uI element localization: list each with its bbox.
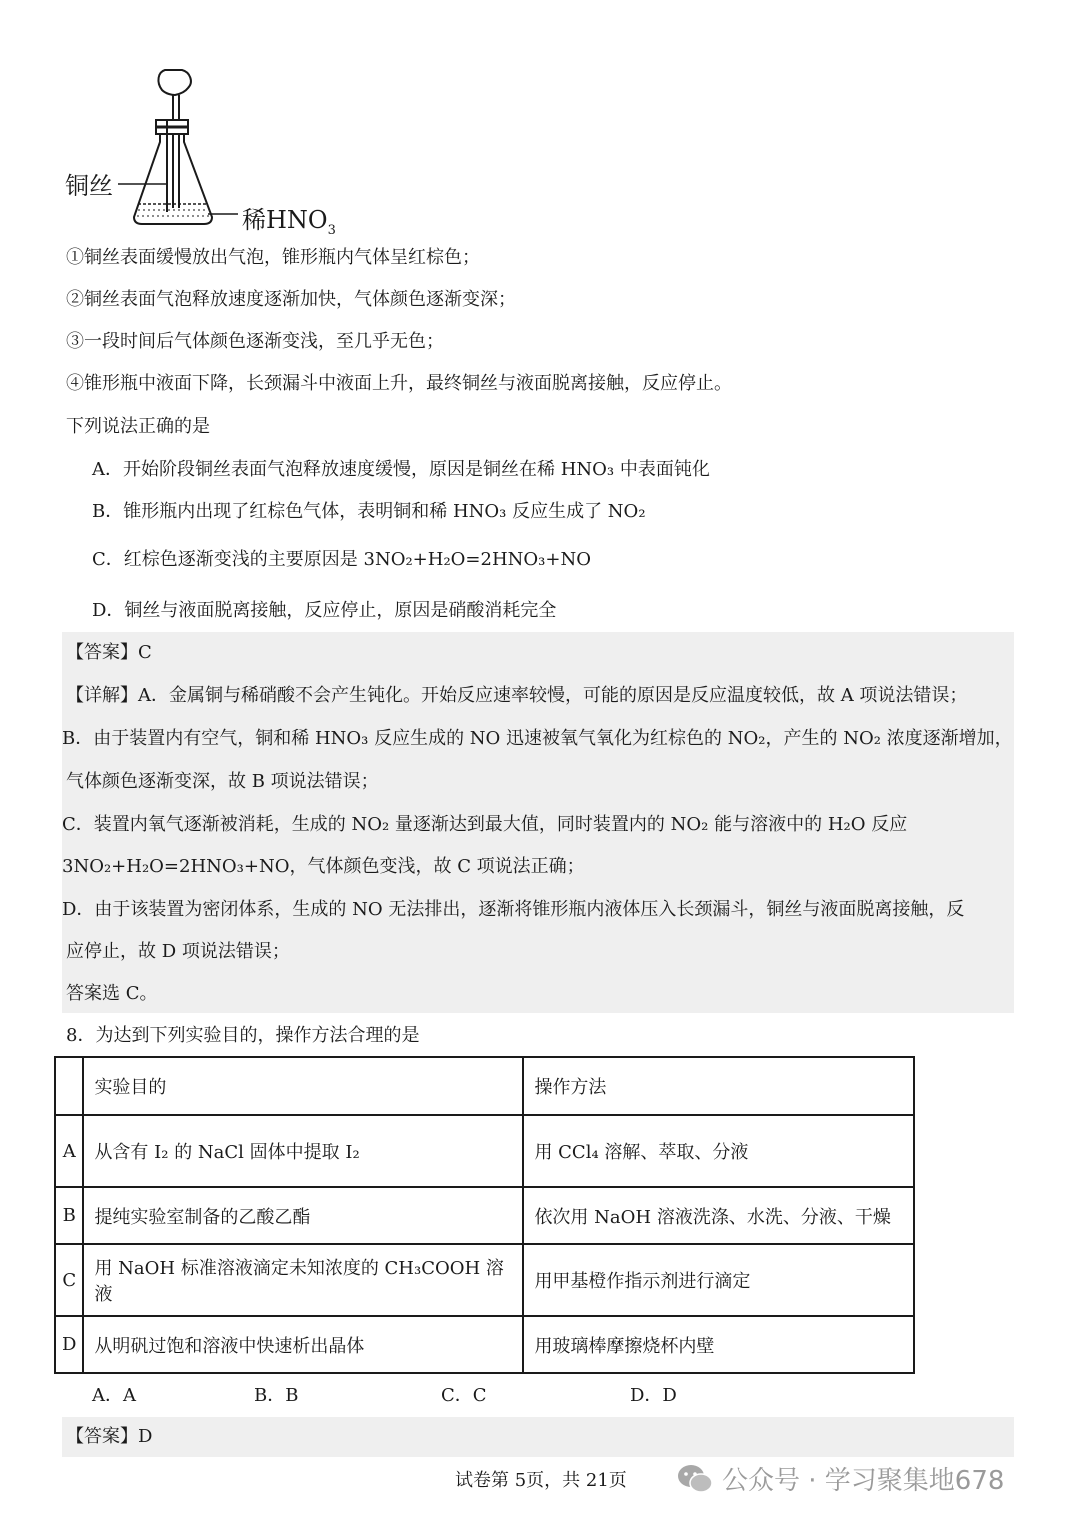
- q7-answer-block: [62, 632, 1014, 1013]
- table-header-cell: 实验目的: [83, 1057, 523, 1115]
- question8-prompt: 8．为达到下列实验目的，操作方法合理的是: [66, 1025, 420, 1046]
- q7-answer: 【答案】C: [66, 642, 152, 663]
- watermark: [676, 1460, 1004, 1497]
- q8-option-c: C．C: [441, 1385, 487, 1406]
- table-header-cell: [55, 1057, 83, 1115]
- explanation-line: 气体颜色逐渐变深，故 B 项说法错误；: [66, 771, 379, 792]
- q7-option-d: D．铜丝与液面脱离接触，反应停止，原因是硝酸消耗完全: [92, 600, 557, 621]
- table-cell: D: [55, 1316, 83, 1373]
- explanation-line: C．装置内氧气逐渐被消耗，生成的 NO₂ 量逐渐达到最大值，同时装置内的 NO₂ 能与溶液中的 H₂O 反应: [62, 814, 908, 835]
- observation-2: ②铜丝表面气泡释放速度逐渐加快，气体颜色逐渐变深；: [66, 289, 516, 310]
- table-cell: C: [55, 1244, 83, 1316]
- explanation-line: 应停止，故 D 项说法错误；: [66, 941, 290, 962]
- q8-answer: 【答案】D: [66, 1426, 153, 1447]
- table-cell: 依次用 NaOH 溶液洗涤、水洗、分液、干燥: [523, 1187, 914, 1244]
- explanation-line: 3NO₂+H₂O=2HNO₃+NO，气体颜色变浅，故 C 项说法正确；: [62, 856, 585, 877]
- q8-option-d: D．D: [630, 1385, 677, 1406]
- table-cell: A: [55, 1115, 83, 1187]
- observation-1: ①铜丝表面缓慢放出气泡，锥形瓶内气体呈红棕色；: [66, 247, 480, 268]
- table-cell: 提纯实验室制备的乙酸乙酯: [83, 1187, 523, 1244]
- table-row: [55, 1187, 914, 1244]
- table-row: [55, 1316, 914, 1373]
- q8-answer-block: [62, 1417, 1014, 1457]
- table-cell: 用 NaOH 标准溶液滴定未知浓度的 CH₃COOH 溶液: [83, 1244, 523, 1316]
- q8-option-b: B．B: [254, 1385, 299, 1406]
- q8-option-a: A．A: [92, 1385, 136, 1406]
- table-header-row: [55, 1057, 914, 1115]
- table-header-cell: 操作方法: [523, 1057, 914, 1115]
- observation-4: ④锥形瓶中液面下降，长颈漏斗中液面上升，最终铜丝与液面脱离接触，反应停止。: [66, 373, 732, 394]
- q7-option-a: A．开始阶段铜丝表面气泡释放速度缓慢，原因是铜丝在稀 HNO₃ 中表面钝化: [92, 459, 710, 480]
- table-cell: 从明矾过饱和溶液中快速析出晶体: [83, 1316, 523, 1373]
- page-footer: 试卷第 5页，共 21页: [455, 1470, 627, 1491]
- explanation-line: 答案选 C。: [66, 983, 158, 1004]
- explanation-line: D．由于该装置为密闭体系，生成的 NO 无法排出，逐渐将锥形瓶内液体压入长颈漏斗，铜丝与液面脱离接触，反: [62, 899, 965, 920]
- table-cell: 用甲基橙作指示剂进行滴定: [523, 1244, 914, 1316]
- observation-3: ③一段时间后气体颜色逐渐变浅，至几乎无色；: [66, 331, 444, 352]
- watermark-text: 公众号 · 学习聚集地678: [722, 1466, 1005, 1496]
- explanation-line: B．由于装置内有空气，铜和稀 HNO₃ 反应生成的 NO 迅速被氧气氧化为红棕色的 NO₂，产生的 NO₂ 浓度逐渐增加，: [62, 728, 1013, 749]
- table-cell: B: [55, 1187, 83, 1244]
- table-row: [55, 1115, 914, 1187]
- copper-wire-label: 铜丝: [65, 172, 113, 200]
- table-cell: 用玻璃棒摩擦烧杯内壁: [523, 1316, 914, 1373]
- table-cell: 用 CCl₄ 溶解、萃取、分液: [523, 1115, 914, 1187]
- apparatus-diagram: [62, 62, 362, 242]
- wechat-icon: [676, 1463, 714, 1495]
- table-cell: 从含有 I₂ 的 NaCl 固体中提取 I₂: [83, 1115, 523, 1187]
- table-row: [55, 1244, 914, 1316]
- q7-option-c: C．红棕色逐渐变浅的主要原因是 3NO₂+H₂O=2HNO₃+NO: [92, 549, 591, 570]
- explanation-line: 【详解】A．金属铜与稀硝酸不会产生钝化。开始反应速率较慢，可能的原因是反应温度较低，故 A 项说法错误；: [66, 685, 968, 706]
- dilute-nitric-acid-label: 稀$HNO_3$: [242, 206, 336, 238]
- experiment-table: [54, 1056, 915, 1374]
- question7-prompt: 下列说法正确的是: [66, 416, 210, 437]
- q7-option-b: B．锥形瓶内出现了红棕色气体，表明铜和稀 HNO₃ 反应生成了 NO₂: [92, 501, 646, 522]
